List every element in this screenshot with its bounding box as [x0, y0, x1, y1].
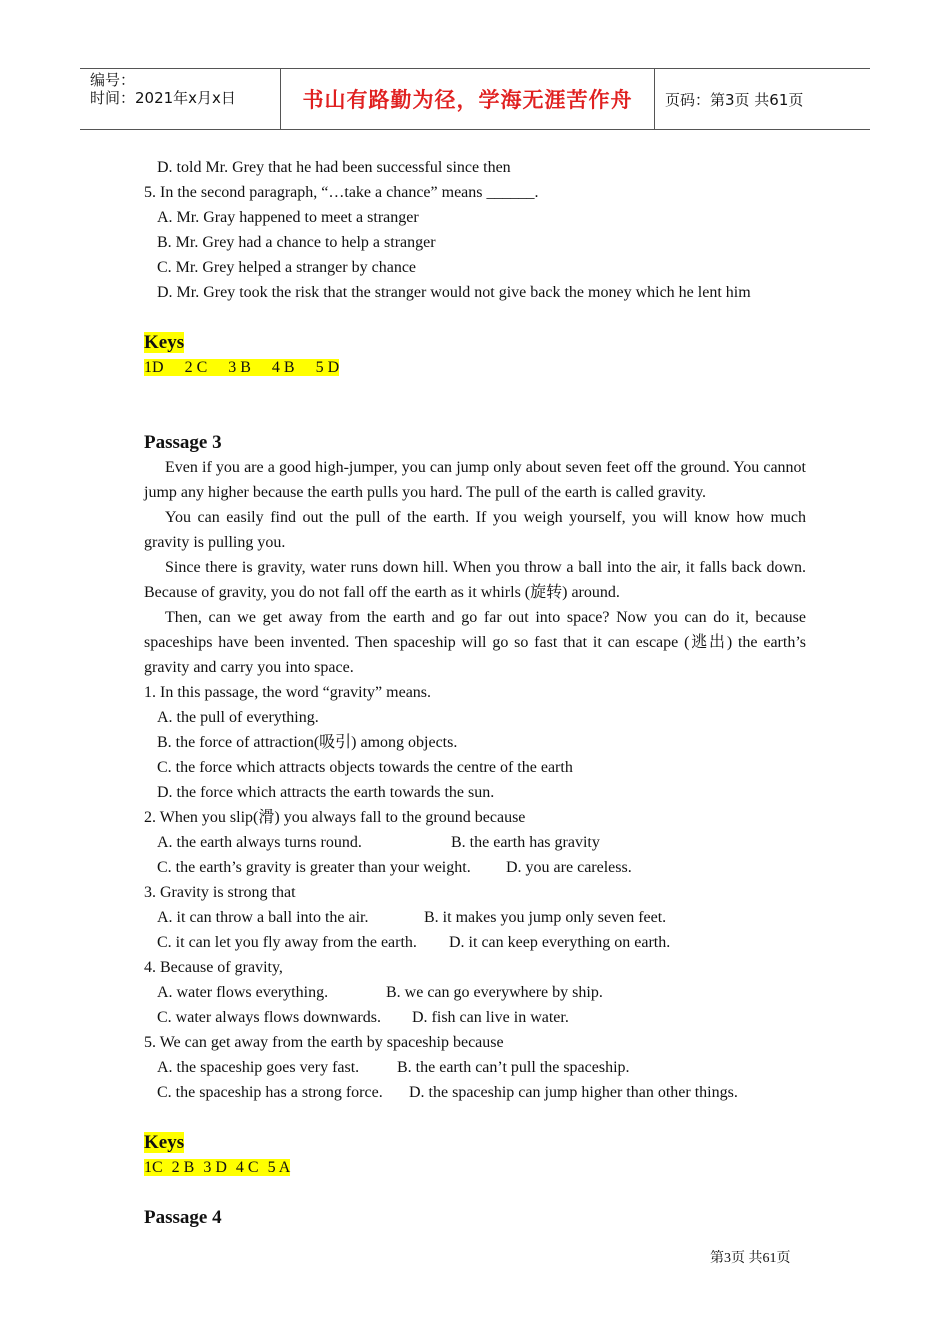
question-stem: 2. When you slip(滑) you always fall to the ground because: [144, 809, 526, 826]
keys-heading: Keys: [144, 332, 185, 353]
option-line: A. Mr. Gray happened to meet a stranger: [157, 209, 419, 226]
passage-paragraph: Even if you are a good high-jumper, you can jump only about seven feet off the ground. You cannot jump any higher because the earth pulls you hard. The pull of the earth is called gravity.: [144, 459, 806, 501]
question-stem: 5. In the second paragraph, “…take a chance” means ______.: [144, 184, 539, 201]
document-body: [144, 155, 806, 1230]
option-line: B. Mr. Grey had a chance to help a stranger: [157, 234, 436, 251]
header-meta: [80, 69, 281, 129]
passage-paragraph: Since there is gravity, water runs down hill. When you throw a ball into the air, it falls back down. Because of gravity, you do not fall off the earth as it whirls (旋转) around.: [144, 559, 806, 601]
question-stem: 5. We can get away from the earth by spaceship because: [144, 1034, 504, 1051]
option-pair: C. the spaceship has a strong force. D. the spaceship can jump higher than other things.: [157, 1084, 738, 1101]
option-line: C. Mr. Grey helped a stranger by chance: [157, 259, 417, 276]
page-footer: 第3页 共61页: [710, 1251, 791, 1266]
option-line: D. Mr. Grey took the risk that the stranger would not give back the money which he lent him: [157, 284, 751, 301]
passage-paragraph: Then, can we get away from the earth and go far out into space? Now you can do it, because spaceships have been invented. Then spaceship will go so fast that it can escape (逃出) the earth’s gravity and carry you into space.: [144, 609, 806, 676]
keys-heading: Keys: [144, 1132, 185, 1153]
option-line: B. the force of attraction(吸引) among objects.: [157, 734, 458, 751]
option-line: A. the pull of everything.: [157, 709, 319, 726]
header-page-info: 页码：第3页 共61页: [665, 90, 804, 109]
option-line: C. the force which attracts objects towards the centre of the earth: [157, 759, 573, 776]
option-pair: C. it can let you fly away from the earth. D. it can keep everything on earth.: [157, 934, 671, 951]
option-line: D. told Mr. Grey that he had been successful since then: [157, 159, 511, 176]
option-pair: C. water always flows downwards. D. fish can live in water.: [157, 1009, 569, 1026]
header-motto: 书山有路勤为径，学海无涯苦作舟: [281, 69, 655, 129]
option-pair: A. water flows everything. B. we can go everywhere by ship.: [157, 984, 603, 1001]
question-stem: 3. Gravity is strong that: [144, 884, 296, 901]
option-pair: A. it can throw a ball into the air. B. it makes you jump only seven feet.: [157, 909, 667, 926]
answer-keys: 1D 2 C 3 B 4 B 5 D: [144, 359, 340, 376]
passage-title: Passage 4: [144, 1207, 222, 1228]
option-pair: A. the earth always turns round. B. the earth has gravity: [157, 834, 600, 851]
document-date: 时间：2021年x月x日: [90, 89, 236, 107]
document-number-label: 编号：: [90, 71, 136, 89]
option-line: D. the force which attracts the earth towards the sun.: [157, 784, 495, 801]
option-pair: C. the earth’s gravity is greater than your weight. D. you are careless.: [157, 859, 632, 876]
option-pair: A. the spaceship goes very fast. B. the earth can’t pull the spaceship.: [157, 1059, 630, 1076]
question-stem: 4. Because of gravity,: [144, 959, 283, 976]
page-header: [80, 68, 870, 130]
question-stem: 1. In this passage, the word “gravity” means.: [144, 684, 432, 701]
passage-title: Passage 3: [144, 432, 222, 453]
answer-keys: 1C 2 B 3 D 4 C 5 A: [144, 1159, 291, 1176]
passage-paragraph: You can easily find out the pull of the earth. If you weigh yourself, you will know how much gravity is pulling you.: [144, 509, 806, 551]
